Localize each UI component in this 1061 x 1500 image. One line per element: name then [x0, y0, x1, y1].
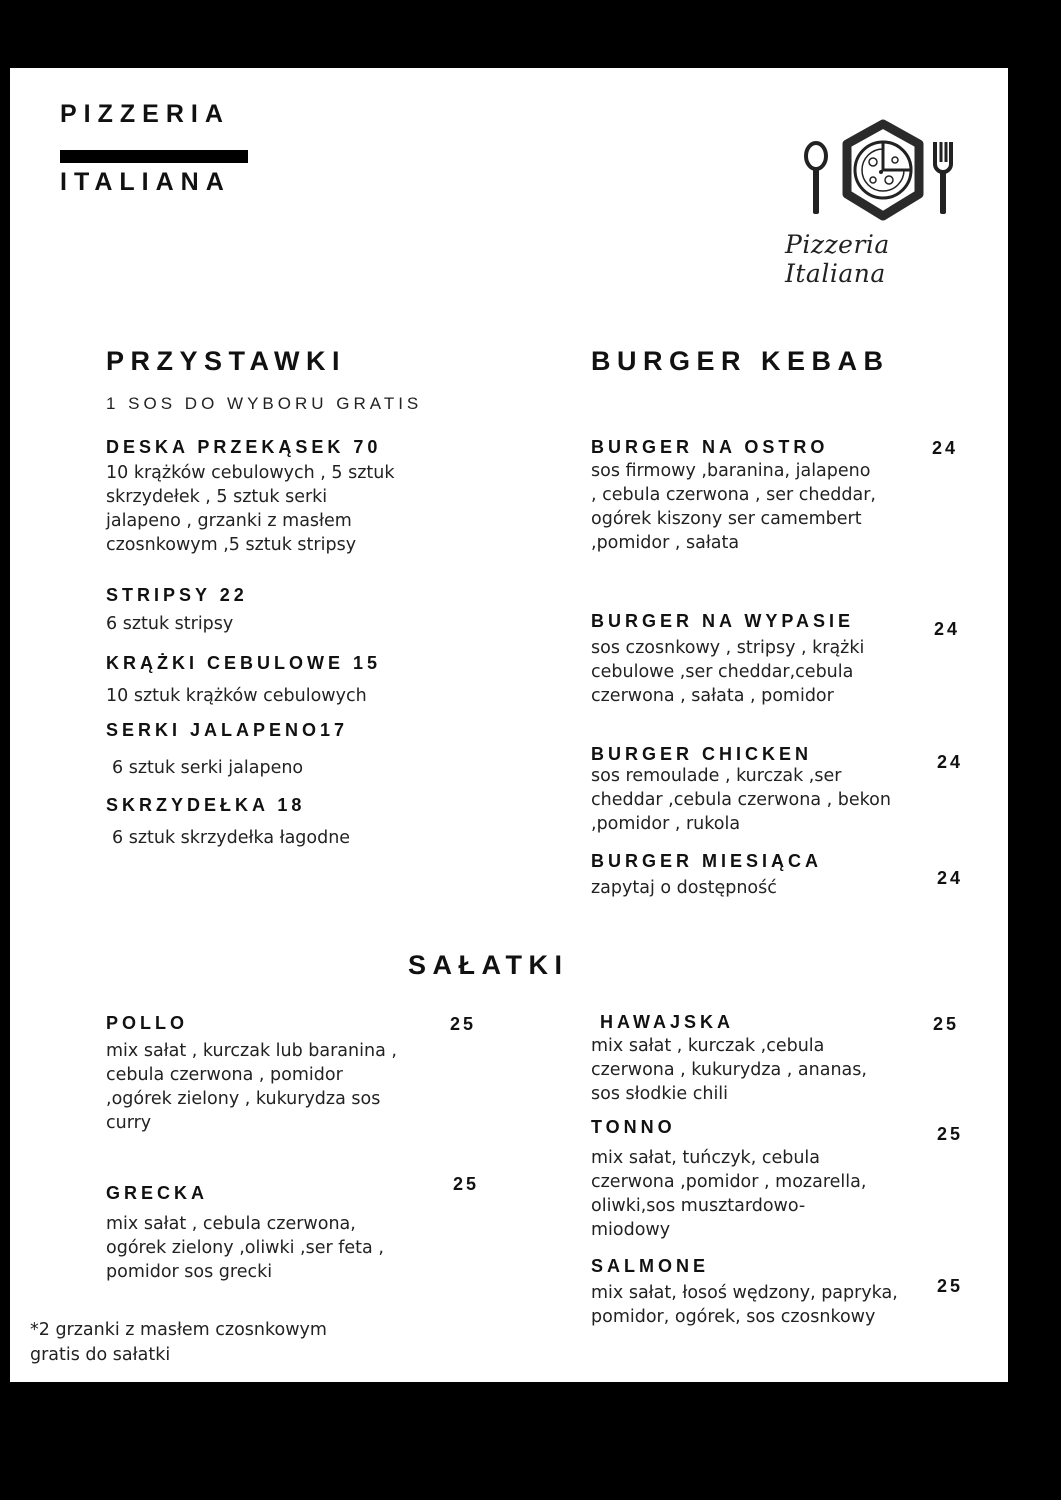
menu-item-price: 25	[933, 1014, 960, 1034]
menu-item-price: 25	[450, 1014, 477, 1034]
menu-item-name: GRECKA	[106, 1183, 209, 1203]
menu-item-price: 25	[937, 1124, 964, 1144]
section-title-salatki: SAŁATKI	[408, 950, 569, 980]
menu-item-desc: sos czosnkowy , stripsy , krążki cebulowe ,ser cheddar,cebula czerwona , sałata , pomidor	[591, 638, 865, 706]
salatki-note: *2 grzanki z masłem czosnkowym gratis do sałatki	[30, 1320, 327, 1365]
menu-item-desc: mix sałat, tuńczyk, cebula czerwona ,pomidor , mozarella, oliwki,sos musztardowo-miodowy	[591, 1148, 867, 1240]
menu-item-name: DESKA PRZEKĄSEK 70	[106, 437, 382, 457]
logo	[785, 118, 995, 288]
brand-line-1: PIZZERIA	[60, 100, 230, 128]
menu-item-price: 24	[937, 752, 964, 772]
menu-item-name: SKRZYDEŁKA 18	[106, 795, 306, 815]
menu-item-name: BURGER CHICKEN	[591, 744, 813, 764]
menu-item-name: SALMONE	[591, 1256, 709, 1276]
menu-item-desc: mix sałat, łosoś wędzony, papryka, pomidor, ogórek, sos czosnkowy	[591, 1283, 898, 1327]
menu-item-price: 25	[453, 1174, 480, 1194]
menu-item-name: BURGER NA WYPASIE	[591, 611, 855, 631]
menu-item-name: HAWAJSKA	[600, 1012, 735, 1032]
menu-item-desc: 6 sztuk stripsy	[106, 614, 234, 634]
menu-item-desc: mix sałat , cebula czerwona, ogórek zielony ,oliwki ,ser feta , pomidor sos grecki	[106, 1214, 384, 1282]
menu-item-name: STRIPSY 22	[106, 585, 248, 605]
przystawki-subtitle: 1 SOS DO WYBORU GRATIS	[106, 394, 423, 413]
menu-item-desc: sos firmowy ,baranina, jalapeno , cebula czerwona , ser cheddar, ogórek kiszony ser camembert ,pomidor , sałata	[591, 461, 876, 553]
menu-item-price: 24	[932, 438, 959, 458]
menu-item-desc: 10 krążków cebulowych , 5 sztuk skrzydełek , 5 sztuk serki jalapeno , grzanki z masłem czosnkowym ,5 sztuk stripsy	[106, 463, 395, 555]
menu-item-price: 25	[937, 1276, 964, 1296]
section-title-przystawki: PRZYSTAWKI	[106, 346, 346, 376]
menu-item-name: BURGER NA OSTRO	[591, 437, 829, 457]
menu-item-name: POLLO	[106, 1013, 188, 1033]
logo-text: Pizzeria Italiana	[785, 230, 890, 288]
pizza-cutlery-hexagon-icon	[785, 118, 995, 228]
menu-item-name: BURGER MIESIĄCA	[591, 851, 823, 871]
menu-item-desc: sos remoulade , kurczak ,ser cheddar ,cebula czerwona , bekon ,pomidor , rukola	[591, 766, 891, 834]
menu-item-name: TONNO	[591, 1117, 676, 1137]
menu-page	[10, 68, 1008, 1382]
menu-item-price: 24	[937, 868, 964, 888]
menu-item-desc: 6 sztuk skrzydełka łagodne	[112, 828, 351, 848]
menu-item-name: SERKI JALAPENO17	[106, 720, 349, 740]
menu-item-desc: mix sałat , kurczak ,cebula czerwona , kukurydza , ananas, sos słodkie chili	[591, 1036, 867, 1104]
menu-item-desc: 10 sztuk krążków cebulowych	[106, 686, 367, 706]
menu-item-desc: mix sałat , kurczak lub baranina , cebula czerwona , pomidor ,ogórek zielony , kukurydza sos curry	[106, 1041, 397, 1133]
menu-item-price: 24	[934, 619, 961, 639]
brand-line-2: ITALIANA	[60, 168, 231, 196]
section-title-burger-kebab: BURGER KEBAB	[591, 346, 890, 376]
brand-divider	[60, 150, 248, 163]
menu-item-desc: 6 sztuk serki jalapeno	[112, 758, 304, 778]
menu-item-name: KRĄŻKI CEBULOWE 15	[106, 653, 382, 673]
menu-item-desc: zapytaj o dostępność	[591, 878, 777, 898]
